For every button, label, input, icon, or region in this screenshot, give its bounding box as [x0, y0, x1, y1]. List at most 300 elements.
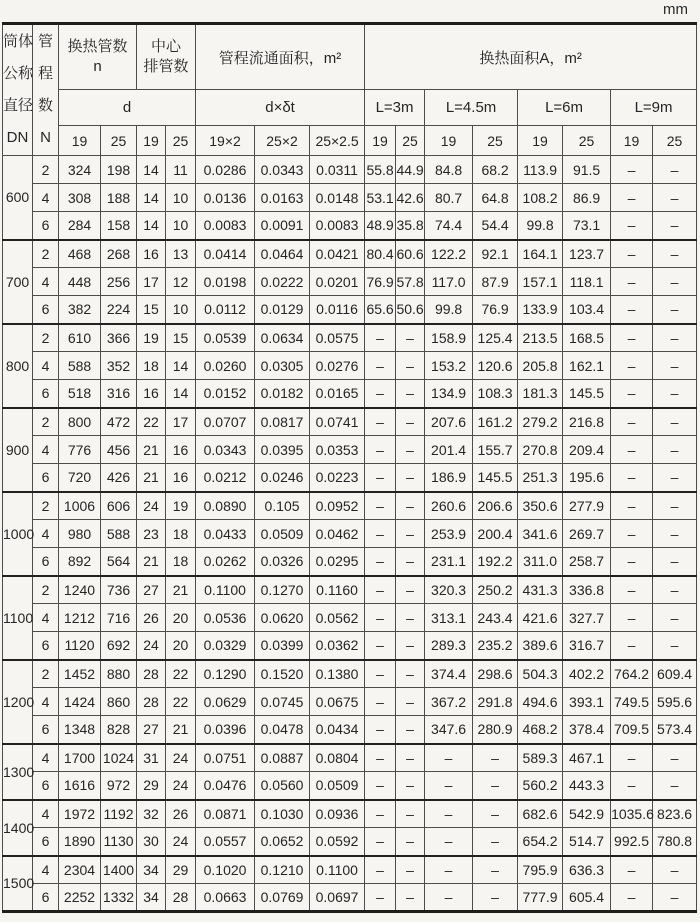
- data-cell: 992.5: [611, 828, 653, 856]
- data-cell: 201.4: [425, 436, 473, 464]
- data-cell: 0.1520: [255, 660, 310, 688]
- data-cell: 19: [166, 492, 196, 520]
- data-cell: 24: [137, 492, 166, 520]
- data-cell: 573.4: [653, 716, 697, 744]
- pass-count-value: 4: [33, 688, 59, 716]
- data-cell: 0.0222: [255, 268, 310, 296]
- data-cell: 0.0952: [310, 492, 365, 520]
- data-cell: 0.0343: [196, 436, 255, 464]
- data-cell: 18: [166, 548, 196, 576]
- data-cell: 0.0212: [196, 464, 255, 492]
- data-cell: 21: [137, 548, 166, 576]
- data-cell: 74.4: [425, 212, 473, 240]
- data-cell: 15: [166, 324, 196, 352]
- data-cell: 0.0276: [310, 352, 365, 380]
- header-tube-count-sub: n: [93, 58, 102, 75]
- header-diam-19: 19: [365, 126, 396, 156]
- data-cell: –: [365, 520, 396, 548]
- header-shell-diameter-line: 公称: [3, 65, 34, 82]
- data-cell: 186.9: [425, 464, 473, 492]
- data-cell: 1452: [59, 660, 101, 688]
- pass-count-value: 2: [33, 408, 59, 436]
- data-cell: –: [611, 548, 653, 576]
- data-cell: 29: [137, 772, 166, 800]
- data-cell: –: [653, 604, 697, 632]
- data-cell: 327.7: [563, 604, 611, 632]
- data-cell: 366: [101, 324, 137, 352]
- data-cell: 253.9: [425, 520, 473, 548]
- data-cell: 560.2: [518, 772, 563, 800]
- data-cell: 514.7: [563, 828, 611, 856]
- data-cell: 1212: [59, 604, 101, 632]
- data-cell: 880: [101, 660, 137, 688]
- pass-count-value: 4: [33, 744, 59, 772]
- dn-value: 1400: [3, 800, 33, 856]
- data-cell: 1332: [101, 884, 137, 912]
- pass-count-value: 2: [33, 324, 59, 352]
- data-cell: 0.1100: [196, 576, 255, 604]
- data-cell: 0.0295: [310, 548, 365, 576]
- data-cell: 243.4: [473, 604, 518, 632]
- data-cell: –: [473, 744, 518, 772]
- data-cell: 0.0539: [196, 324, 255, 352]
- data-cell: 320.3: [425, 576, 473, 604]
- data-cell: 421.6: [518, 604, 563, 632]
- header-diam-19: 19: [137, 126, 166, 156]
- header-shell-diameter-line: 直径: [3, 97, 34, 114]
- table-row: [3, 716, 697, 744]
- header-flow-19x2: 19×2: [196, 126, 255, 156]
- header-diam-25: 25: [101, 126, 137, 156]
- data-cell: 22: [137, 408, 166, 436]
- header-diam-25: 25: [396, 126, 425, 156]
- data-cell: 213.5: [518, 324, 563, 352]
- data-cell: 250.2: [473, 576, 518, 604]
- table-row: [3, 408, 697, 436]
- data-cell: 341.6: [518, 520, 563, 548]
- data-cell: –: [611, 324, 653, 352]
- data-cell: 14: [137, 212, 166, 240]
- pass-count-value: 4: [33, 268, 59, 296]
- data-cell: –: [653, 212, 697, 240]
- data-cell: 0.0817: [255, 408, 310, 436]
- data-cell: 980: [59, 520, 101, 548]
- header-diam-25: 25: [653, 126, 697, 156]
- data-cell: 64.8: [473, 184, 518, 212]
- data-cell: 1424: [59, 688, 101, 716]
- data-cell: 389.6: [518, 632, 563, 660]
- data-cell: 1006: [59, 492, 101, 520]
- data-cell: –: [653, 632, 697, 660]
- data-cell: –: [611, 296, 653, 324]
- data-cell: 336.8: [563, 576, 611, 604]
- data-cell: 42.6: [396, 184, 425, 212]
- data-cell: 18: [137, 352, 166, 380]
- pass-count-value: 4: [33, 520, 59, 548]
- data-cell: 0.0305: [255, 352, 310, 380]
- table-row: [3, 492, 697, 520]
- data-cell: 216.8: [563, 408, 611, 436]
- header-d-x-thickness: d×δt: [196, 90, 365, 126]
- data-cell: 155.7: [473, 436, 518, 464]
- header-flow-25x2-5: 25×2.5: [310, 126, 365, 156]
- data-cell: –: [365, 604, 396, 632]
- data-cell: –: [396, 800, 425, 828]
- data-cell: 0.105: [255, 492, 310, 520]
- data-cell: 589.3: [518, 744, 563, 772]
- table-row: [3, 240, 697, 268]
- data-cell: 0.0223: [310, 464, 365, 492]
- data-cell: 0.0399: [255, 632, 310, 660]
- data-cell: 14: [137, 184, 166, 212]
- data-cell: 1890: [59, 828, 101, 856]
- data-cell: 16: [166, 436, 196, 464]
- header-diam-19: 19: [518, 126, 563, 156]
- data-cell: 892: [59, 548, 101, 576]
- data-cell: 0.0246: [255, 464, 310, 492]
- data-cell: –: [611, 464, 653, 492]
- data-cell: 280.9: [473, 716, 518, 744]
- data-cell: 158: [101, 212, 137, 240]
- data-cell: 158.9: [425, 324, 473, 352]
- data-cell: –: [396, 660, 425, 688]
- data-cell: 291.8: [473, 688, 518, 716]
- data-cell: –: [653, 856, 697, 884]
- data-cell: 609.4: [653, 660, 697, 688]
- data-cell: 0.0675: [310, 688, 365, 716]
- data-cell: –: [425, 772, 473, 800]
- pass-count-value: 4: [33, 856, 59, 884]
- data-cell: 57.8: [396, 268, 425, 296]
- pass-count-value: 2: [33, 576, 59, 604]
- data-cell: 1700: [59, 744, 101, 772]
- data-cell: 0.0536: [196, 604, 255, 632]
- data-cell: 32: [137, 800, 166, 828]
- header-shell-diameter: [3, 24, 33, 156]
- data-cell: 795.9: [518, 856, 563, 884]
- data-cell: 426: [101, 464, 137, 492]
- data-cell: 15: [137, 296, 166, 324]
- data-cell: 0.0769: [255, 884, 310, 912]
- data-cell: –: [653, 492, 697, 520]
- data-cell: 0.1290: [196, 660, 255, 688]
- table-row: [3, 184, 697, 212]
- data-cell: 298.6: [473, 660, 518, 688]
- data-cell: –: [396, 464, 425, 492]
- data-cell: 18: [166, 520, 196, 548]
- data-cell: –: [611, 632, 653, 660]
- table-body: [3, 156, 697, 912]
- data-cell: 0.0148: [310, 184, 365, 212]
- data-cell: 776: [59, 436, 101, 464]
- data-cell: 73.1: [563, 212, 611, 240]
- data-cell: –: [396, 772, 425, 800]
- dn-value: 1300: [3, 744, 33, 800]
- header-shell-diameter-line: DN: [6, 129, 29, 146]
- data-cell: 289.3: [425, 632, 473, 660]
- data-cell: 11: [166, 156, 196, 184]
- data-cell: –: [611, 408, 653, 436]
- data-cell: –: [396, 548, 425, 576]
- data-cell: 268: [101, 240, 137, 268]
- data-cell: 0.1100: [310, 856, 365, 884]
- pass-count-value: 2: [33, 156, 59, 184]
- data-cell: 31: [137, 744, 166, 772]
- data-cell: 468.2: [518, 716, 563, 744]
- data-cell: 720: [59, 464, 101, 492]
- data-cell: 0.0697: [310, 884, 365, 912]
- data-cell: 24: [166, 772, 196, 800]
- data-cell: 205.8: [518, 352, 563, 380]
- header-heat-area: 换热面积A，m²: [365, 24, 697, 90]
- data-cell: –: [396, 352, 425, 380]
- data-cell: 0.0198: [196, 268, 255, 296]
- data-cell: 472: [101, 408, 137, 436]
- data-cell: 251.3: [518, 464, 563, 492]
- data-cell: 206.6: [473, 492, 518, 520]
- data-cell: 0.0286: [196, 156, 255, 184]
- data-cell: 68.2: [473, 156, 518, 184]
- data-cell: –: [611, 352, 653, 380]
- data-cell: 145.5: [563, 380, 611, 408]
- data-cell: –: [611, 604, 653, 632]
- data-cell: 113.9: [518, 156, 563, 184]
- data-cell: 0.0353: [310, 436, 365, 464]
- table-row: [3, 604, 697, 632]
- dn-value: 1500: [3, 856, 33, 912]
- data-cell: 0.0887: [255, 744, 310, 772]
- data-cell: –: [425, 744, 473, 772]
- data-cell: 16: [137, 240, 166, 268]
- data-cell: –: [473, 772, 518, 800]
- data-cell: –: [365, 660, 396, 688]
- data-cell: 65.6: [365, 296, 396, 324]
- data-cell: 50.6: [396, 296, 425, 324]
- data-cell: 749.5: [611, 688, 653, 716]
- data-cell: 76.9: [473, 296, 518, 324]
- data-cell: –: [365, 828, 396, 856]
- data-cell: 17: [137, 268, 166, 296]
- table-row: [3, 828, 697, 856]
- data-cell: 0.0433: [196, 520, 255, 548]
- data-cell: –: [365, 856, 396, 884]
- data-cell: –: [365, 324, 396, 352]
- data-cell: 24: [166, 744, 196, 772]
- data-cell: –: [396, 632, 425, 660]
- data-cell: 29: [166, 856, 196, 884]
- data-cell: 468: [59, 240, 101, 268]
- data-cell: 192.2: [473, 548, 518, 576]
- header-length-9m: L=9m: [611, 90, 697, 126]
- data-cell: 44.9: [396, 156, 425, 184]
- data-cell: 28: [137, 688, 166, 716]
- header-flow-area: 管程流通面积，m²: [196, 24, 365, 90]
- data-cell: –: [365, 884, 396, 912]
- data-cell: –: [611, 212, 653, 240]
- table-row: [3, 884, 697, 912]
- data-cell: 780.8: [653, 828, 697, 856]
- data-cell: –: [611, 436, 653, 464]
- header-tube-passes-line: 程: [37, 65, 53, 82]
- data-cell: 588: [101, 520, 137, 548]
- data-cell: 0.0560: [255, 772, 310, 800]
- pass-count-value: 4: [33, 352, 59, 380]
- data-cell: 21: [137, 464, 166, 492]
- data-cell: 2304: [59, 856, 101, 884]
- data-cell: 14: [166, 352, 196, 380]
- data-cell: –: [365, 408, 396, 436]
- data-cell: 195.6: [563, 464, 611, 492]
- data-cell: –: [473, 856, 518, 884]
- data-cell: 86.9: [563, 184, 611, 212]
- table-row: [3, 296, 697, 324]
- data-cell: –: [653, 520, 697, 548]
- data-cell: 26: [166, 800, 196, 828]
- data-cell: 0.0890: [196, 492, 255, 520]
- data-cell: –: [365, 576, 396, 604]
- data-cell: 374.4: [425, 660, 473, 688]
- data-cell: 108.3: [473, 380, 518, 408]
- data-cell: 0.0396: [196, 716, 255, 744]
- data-cell: –: [365, 800, 396, 828]
- data-cell: 709.5: [611, 716, 653, 744]
- data-cell: –: [396, 492, 425, 520]
- header-flow-25x2: 25×2: [255, 126, 310, 156]
- data-cell: 34: [137, 884, 166, 912]
- data-cell: –: [365, 632, 396, 660]
- dn-value: 1000: [3, 492, 33, 576]
- data-cell: –: [396, 380, 425, 408]
- data-cell: 324: [59, 156, 101, 184]
- data-cell: 231.1: [425, 548, 473, 576]
- data-cell: –: [611, 268, 653, 296]
- data-cell: 161.2: [473, 408, 518, 436]
- data-cell: 0.0478: [255, 716, 310, 744]
- data-cell: 10: [166, 296, 196, 324]
- header-tube-passes: [33, 24, 59, 156]
- data-cell: –: [396, 576, 425, 604]
- pass-count-value: 6: [33, 716, 59, 744]
- data-cell: –: [653, 352, 697, 380]
- data-cell: 0.0083: [310, 212, 365, 240]
- table-row: [3, 352, 697, 380]
- data-cell: 564: [101, 548, 137, 576]
- data-cell: 91.5: [563, 156, 611, 184]
- data-cell: 48.9: [365, 212, 396, 240]
- data-cell: 382: [59, 296, 101, 324]
- data-cell: –: [653, 240, 697, 268]
- pass-count-value: 6: [33, 464, 59, 492]
- data-cell: 606: [101, 492, 137, 520]
- pass-count-value: 6: [33, 296, 59, 324]
- header-diam-19: 19: [611, 126, 653, 156]
- data-cell: 352: [101, 352, 137, 380]
- data-cell: –: [365, 492, 396, 520]
- pass-count-value: 6: [33, 632, 59, 660]
- data-cell: 313.1: [425, 604, 473, 632]
- data-cell: 17: [166, 408, 196, 436]
- pass-count-value: 4: [33, 184, 59, 212]
- header-diam-19: 19: [425, 126, 473, 156]
- data-cell: 14: [137, 156, 166, 184]
- data-cell: 1024: [101, 744, 137, 772]
- header-tube-count-title: 换热管数: [67, 37, 128, 55]
- data-cell: –: [611, 772, 653, 800]
- data-cell: 120.6: [473, 352, 518, 380]
- data-cell: 0.0329: [196, 632, 255, 660]
- data-cell: 0.1380: [310, 660, 365, 688]
- data-cell: –: [365, 548, 396, 576]
- data-cell: 1972: [59, 800, 101, 828]
- data-cell: 279.2: [518, 408, 563, 436]
- data-cell: 0.0152: [196, 380, 255, 408]
- data-cell: 0.0182: [255, 380, 310, 408]
- data-cell: 134.9: [425, 380, 473, 408]
- data-cell: –: [611, 492, 653, 520]
- data-cell: –: [653, 296, 697, 324]
- data-cell: –: [611, 576, 653, 604]
- header-tube-passes-line: 数: [37, 97, 53, 114]
- data-cell: 431.3: [518, 576, 563, 604]
- data-cell: 0.0434: [310, 716, 365, 744]
- table-row: [3, 632, 697, 660]
- data-cell: 0.0136: [196, 184, 255, 212]
- data-cell: 0.0462: [310, 520, 365, 548]
- data-cell: 53.1: [365, 184, 396, 212]
- data-cell: 270.8: [518, 436, 563, 464]
- data-cell: 145.5: [473, 464, 518, 492]
- pass-count-value: 6: [33, 380, 59, 408]
- table-row: [3, 268, 697, 296]
- data-cell: –: [425, 828, 473, 856]
- table-row: [3, 856, 697, 884]
- data-cell: –: [396, 688, 425, 716]
- data-cell: –: [653, 436, 697, 464]
- data-cell: 118.1: [563, 268, 611, 296]
- data-cell: 10: [166, 212, 196, 240]
- data-cell: 122.2: [425, 240, 473, 268]
- data-cell: 0.0464: [255, 240, 310, 268]
- pass-count-value: 4: [33, 800, 59, 828]
- header-diam-25: 25: [166, 126, 196, 156]
- data-cell: 0.0260: [196, 352, 255, 380]
- data-cell: –: [611, 184, 653, 212]
- data-cell: 1120: [59, 632, 101, 660]
- table-row: [3, 772, 697, 800]
- data-cell: 0.0745: [255, 688, 310, 716]
- data-cell: –: [365, 436, 396, 464]
- data-cell: 14: [166, 380, 196, 408]
- data-cell: 87.9: [473, 268, 518, 296]
- data-cell: 256: [101, 268, 137, 296]
- data-cell: –: [653, 884, 697, 912]
- data-cell: 22: [166, 660, 196, 688]
- data-cell: –: [653, 576, 697, 604]
- data-cell: –: [396, 604, 425, 632]
- pass-count-value: 4: [33, 436, 59, 464]
- data-cell: 0.0652: [255, 828, 310, 856]
- data-cell: –: [396, 828, 425, 856]
- data-cell: 10: [166, 184, 196, 212]
- data-cell: 736: [101, 576, 137, 604]
- data-cell: 0.0165: [310, 380, 365, 408]
- data-cell: –: [611, 856, 653, 884]
- data-cell: 716: [101, 604, 137, 632]
- data-cell: 448: [59, 268, 101, 296]
- data-cell: 55.8: [365, 156, 396, 184]
- data-cell: 0.0163: [255, 184, 310, 212]
- data-cell: 0.0663: [196, 884, 255, 912]
